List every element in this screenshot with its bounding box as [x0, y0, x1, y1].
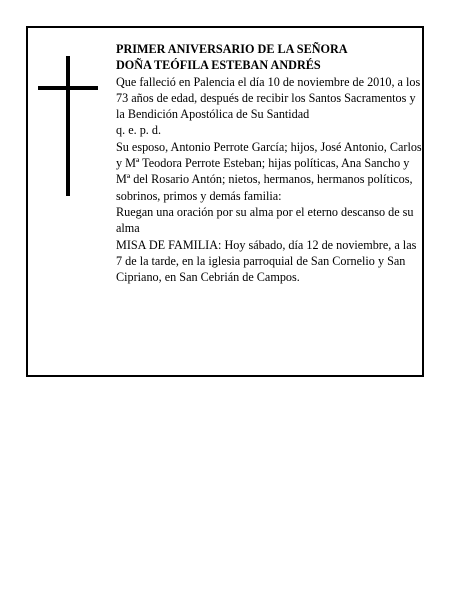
cross-horizontal-bar	[38, 86, 98, 90]
death-paragraph: Que falleció en Palencia el día 10 de noviembre de 2010, a los 73 años de edad, después de recibir los Santos Sacramentos y la Bendición Apostólica de Su Santidad	[116, 74, 421, 122]
prayer-request: Ruegan una oración por su alma por el eterno descanso de su alma	[116, 204, 414, 236]
notice-title-line2: DOÑA TEÓFILA ESTEBAN ANDRÉS	[116, 58, 321, 73]
notice-title-line1: PRIMER ANIVERSARIO DE LA SEÑORA	[116, 42, 348, 56]
mass-paragraph: MISA DE FAMILIA: Hoy sábado, día 12 de noviembre, a las 7 de la tarde, en la iglesia parroquial de San Cornelio y San Cipriano, en San Cebrián de Campos.	[116, 237, 417, 285]
notice-text-block	[116, 41, 424, 285]
family-paragraph: Su esposo, Antonio Perrote García; hijos, José Antonio, Carlos y Mª Teodora Perrote Esteban; hijas políticas, Ana Sancho y Mª del Rosario Antón; nietos, hermanos, hermanos políticos, sobrinos, primos y demás familia:	[116, 139, 422, 203]
obituary-notice-frame	[26, 26, 424, 377]
rip-line: q. e. p. d.	[116, 123, 162, 138]
cross-vertical-bar	[66, 56, 70, 196]
